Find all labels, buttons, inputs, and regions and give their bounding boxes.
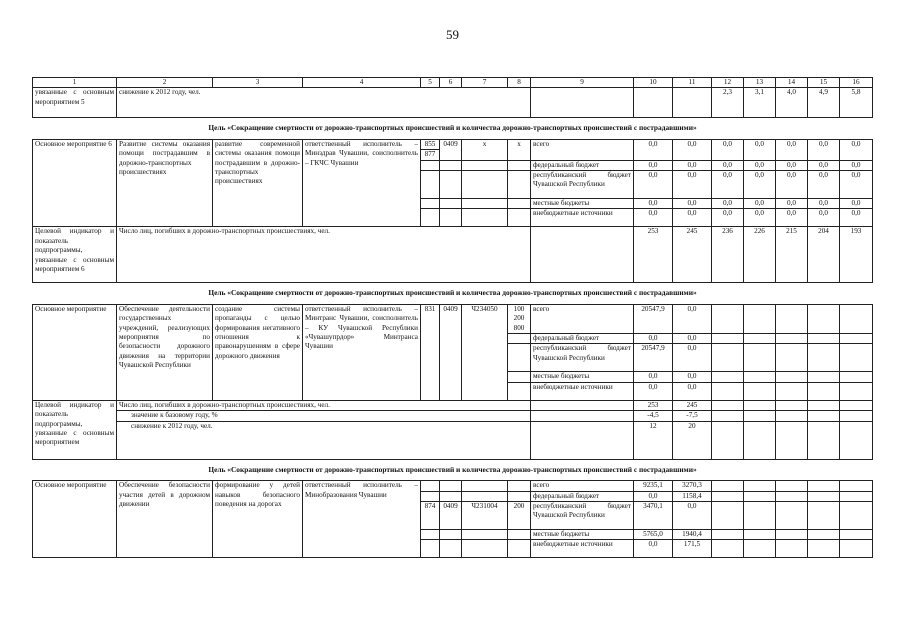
indicator-text: значение к базовому году, % xyxy=(117,411,531,421)
empty-cell xyxy=(440,209,462,227)
empty-cell xyxy=(712,491,744,501)
empty-cell xyxy=(421,171,440,199)
value-cell: 0,0 xyxy=(744,199,776,209)
table-row xyxy=(33,88,873,118)
empty-cell xyxy=(840,372,873,382)
empty-cell xyxy=(808,334,840,344)
value-cell: 0,0 xyxy=(673,382,712,400)
empty-cell xyxy=(508,540,531,558)
empty-cell xyxy=(744,540,776,558)
code-grbs: 831 xyxy=(421,305,440,401)
value-cell: 0,0 xyxy=(634,372,673,382)
empty-cell xyxy=(508,199,531,209)
empty-cell xyxy=(440,160,462,170)
col-num: 7 xyxy=(462,78,508,88)
expected-result: развитие современной системы оказания помощи пострадавшим в дорожно-транспортных происшествиях xyxy=(213,139,303,226)
source-label: республиканский бюджет Чувашской Республики xyxy=(531,344,634,372)
code-target: х xyxy=(462,139,508,160)
empty-cell xyxy=(421,529,440,539)
value-cell: 0,0 xyxy=(673,372,712,382)
value-cell: 0,0 xyxy=(673,171,712,199)
value-cell: 20547,9 xyxy=(634,305,673,334)
source-label: внебюджетные источники xyxy=(531,209,634,227)
col-num: 2 xyxy=(117,78,213,88)
empty-cell xyxy=(440,491,462,501)
empty-cell xyxy=(776,382,808,400)
value-cell: 0,0 xyxy=(840,160,873,170)
empty-cell xyxy=(776,305,808,334)
empty-cell xyxy=(508,209,531,227)
empty-cell xyxy=(840,305,873,334)
empty-cell xyxy=(840,529,873,539)
value-cell: 0,0 xyxy=(634,171,673,199)
empty-cell xyxy=(440,199,462,209)
indicator-label: увязанные с основным мероприятием 5 xyxy=(33,88,117,118)
value-cell: 0,0 xyxy=(776,209,808,227)
table-row xyxy=(33,400,873,410)
empty-cell xyxy=(808,411,840,421)
value-cell: 0,0 xyxy=(744,209,776,227)
value-cell: 0,0 xyxy=(808,171,840,199)
value-cell: 3470,1 xyxy=(634,501,673,529)
empty-cell xyxy=(440,171,462,199)
empty-cell xyxy=(808,372,840,382)
col-num: 13 xyxy=(744,78,776,88)
code-expense-item: 800 xyxy=(513,323,525,332)
value-cell: 0,0 xyxy=(634,540,673,558)
value-cell: 4,0 xyxy=(776,88,808,118)
source-label: внебюджетные источники xyxy=(531,382,634,400)
empty-cell xyxy=(712,305,744,334)
value-cell: 20 xyxy=(673,421,712,459)
table-row xyxy=(33,227,873,283)
value-cell: 20547,9 xyxy=(634,344,673,372)
source-label: федеральный бюджет xyxy=(531,334,634,344)
empty-cell xyxy=(462,199,508,209)
empty-cell xyxy=(840,411,873,421)
value-cell: 0,0 xyxy=(744,160,776,170)
value-cell: 0,0 xyxy=(712,160,744,170)
table-row xyxy=(33,411,873,421)
col-num: 15 xyxy=(808,78,840,88)
empty-cell xyxy=(776,400,808,410)
empty-cell xyxy=(776,334,808,344)
empty-cell xyxy=(421,199,440,209)
executor: ответственный исполнитель – Минтранс Чувашии, соисполнитель – КУ Чувашской Республики «Чувашупрдор» Минтранса Чувашии xyxy=(303,305,421,401)
empty-cell xyxy=(776,491,808,501)
code-expense xyxy=(508,305,531,334)
value-cell: 0,0 xyxy=(776,199,808,209)
value-cell: 0,0 xyxy=(673,160,712,170)
table-row xyxy=(33,139,873,149)
empty-cell xyxy=(744,411,776,421)
empty-cell xyxy=(776,372,808,382)
measure-name: Основное мероприятие xyxy=(33,481,117,558)
value-cell: 0,0 xyxy=(776,160,808,170)
source-label: республиканский бюджет Чувашской Республики xyxy=(531,501,634,529)
empty-cell xyxy=(508,372,531,382)
value-cell: -7,5 xyxy=(673,411,712,421)
empty-cell xyxy=(440,529,462,539)
empty-cell xyxy=(744,344,776,372)
value-cell: 0,0 xyxy=(744,171,776,199)
empty-cell xyxy=(712,411,744,421)
measure-name: Основное мероприятие 6 xyxy=(33,139,117,226)
page-number: 59 xyxy=(446,27,459,42)
value-cell: 0,0 xyxy=(634,209,673,227)
code-section: 0409 xyxy=(440,501,462,529)
value-cell: 0,0 xyxy=(634,160,673,170)
empty-cell xyxy=(634,88,673,118)
empty-cell xyxy=(744,501,776,529)
value-cell: 1940,4 xyxy=(673,529,712,539)
indicator-text: снижение к 2012 году, чел. xyxy=(117,421,531,459)
value-cell: 0,0 xyxy=(634,139,673,160)
value-cell: 215 xyxy=(776,227,808,283)
empty-cell xyxy=(776,529,808,539)
code-target: Ч234050 xyxy=(462,305,508,401)
empty-cell xyxy=(808,400,840,410)
value-cell: 245 xyxy=(673,227,712,283)
value-cell: 0,0 xyxy=(776,171,808,199)
empty-cell xyxy=(462,481,508,491)
col-num: 9 xyxy=(531,78,634,88)
value-cell: 0,0 xyxy=(634,382,673,400)
value-cell: 0,0 xyxy=(712,171,744,199)
value-cell: 0,0 xyxy=(808,139,840,160)
value-cell: 0,0 xyxy=(808,160,840,170)
empty-cell xyxy=(462,160,508,170)
empty-cell xyxy=(744,382,776,400)
code-target: Ч231004 xyxy=(462,501,508,529)
empty-cell xyxy=(421,160,440,170)
empty-cell xyxy=(840,481,873,491)
col-num: 12 xyxy=(712,78,744,88)
value-cell: 0,0 xyxy=(712,199,744,209)
empty-cell xyxy=(808,491,840,501)
empty-cell xyxy=(776,481,808,491)
empty-cell xyxy=(840,491,873,501)
indicator-text: Число лиц, погибших в дорожно-транспортных происшествиях, чел. xyxy=(117,400,531,410)
code-section: 0409 xyxy=(440,305,462,401)
value-cell: 0,0 xyxy=(673,501,712,529)
col-num: 6 xyxy=(440,78,462,88)
code-grbs: 874 xyxy=(421,501,440,529)
empty-cell xyxy=(531,400,634,410)
empty-cell xyxy=(421,481,440,491)
table-row xyxy=(33,481,873,491)
expected-result: создание системы пропаганды с целью формирования негативного отношения к правонарушениям в сфере дорожного движения xyxy=(213,305,303,401)
value-cell: 0,0 xyxy=(744,139,776,160)
indicator-label: Целевой индикатор и показатель подпрограммы, увязанные с основным мероприятием xyxy=(33,400,117,459)
empty-cell xyxy=(776,421,808,459)
source-label: республиканский бюджет Чувашской Республики xyxy=(531,171,634,199)
empty-cell xyxy=(712,540,744,558)
indicator-label: Целевой индикатор и показатель подпрограммы, увязанные с основным мероприятием 6 xyxy=(33,227,117,283)
empty-cell xyxy=(508,529,531,539)
value-cell: 3,1 xyxy=(744,88,776,118)
empty-cell xyxy=(712,382,744,400)
empty-cell xyxy=(508,382,531,400)
goal-title: Цель «Сокращение смертности от дорожно-транспортных происшествий и количества дорожно-транспортных происшествий с пострадавшими» xyxy=(208,464,697,474)
empty-cell xyxy=(840,400,873,410)
col-num: 10 xyxy=(634,78,673,88)
value-cell: 0,0 xyxy=(808,209,840,227)
value-cell: 12 xyxy=(634,421,673,459)
value-cell: 9235,1 xyxy=(634,481,673,491)
code-expense-item: 100 xyxy=(513,305,525,314)
empty-cell xyxy=(421,491,440,501)
empty-cell xyxy=(744,400,776,410)
empty-cell xyxy=(840,382,873,400)
value-cell: 0,0 xyxy=(634,491,673,501)
value-cell: 171,5 xyxy=(673,540,712,558)
source-label: всего xyxy=(531,139,634,160)
value-cell: 0,0 xyxy=(840,209,873,227)
value-cell: 0,0 xyxy=(840,139,873,160)
empty-cell xyxy=(840,421,873,459)
empty-cell xyxy=(462,209,508,227)
goal-title: Цель «Сокращение смертности от дорожно-транспортных происшествий и количества дорожно-транспортных происшествий с пострадавшими» xyxy=(208,123,697,133)
code-expense: х xyxy=(508,139,531,160)
value-cell: 1158,4 xyxy=(673,491,712,501)
value-cell: 0,0 xyxy=(673,334,712,344)
indicator-text: Число лиц, погибших в дорожно-транспортных происшествиях, чел. xyxy=(117,227,531,283)
empty-cell xyxy=(531,88,634,118)
value-cell: 245 xyxy=(673,400,712,410)
empty-cell xyxy=(440,481,462,491)
value-cell: 236 xyxy=(712,227,744,283)
col-num: 11 xyxy=(673,78,712,88)
value-cell: 0,0 xyxy=(673,305,712,334)
code-expense: 200 xyxy=(508,501,531,529)
column-number-row xyxy=(33,78,873,88)
empty-cell xyxy=(840,540,873,558)
empty-cell xyxy=(840,501,873,529)
executor: ответственный исполнитель – Минздрав Чувашии, соисполнитель – ГКЧС Чувашии xyxy=(303,139,421,226)
value-cell: 0,0 xyxy=(776,139,808,160)
value-cell: 0,0 xyxy=(840,171,873,199)
empty-cell xyxy=(744,529,776,539)
col-num: 16 xyxy=(840,78,873,88)
source-label: местные бюджеты xyxy=(531,199,634,209)
table-row xyxy=(33,421,873,459)
empty-cell xyxy=(776,540,808,558)
empty-cell xyxy=(712,501,744,529)
measure-name: Основное мероприятие xyxy=(33,305,117,401)
code-grbs: 855 xyxy=(421,139,440,149)
value-cell: 3270,3 xyxy=(673,481,712,491)
source-label: всего xyxy=(531,305,634,334)
col-num: 14 xyxy=(776,78,808,88)
source-label: всего xyxy=(531,481,634,491)
empty-cell xyxy=(808,421,840,459)
source-label: федеральный бюджет xyxy=(531,491,634,501)
empty-cell xyxy=(508,481,531,491)
measure-description: Обеспечение безопасности участия детей в дорожном движении xyxy=(117,481,213,558)
empty-cell xyxy=(440,540,462,558)
empty-cell xyxy=(531,227,634,283)
measure-description: Развитие системы оказания помощи пострадавшим в дорожно-транспортных происшествиях xyxy=(117,139,213,226)
empty-cell xyxy=(776,501,808,529)
empty-cell xyxy=(508,491,531,501)
value-cell: 5765,0 xyxy=(634,529,673,539)
empty-cell xyxy=(744,481,776,491)
source-label: федеральный бюджет xyxy=(531,160,634,170)
col-num: 3 xyxy=(213,78,303,88)
empty-cell xyxy=(744,305,776,334)
source-label: местные бюджеты xyxy=(531,372,634,382)
executor: ответственный исполнитель – Минобразования Чувашии xyxy=(303,481,421,558)
empty-cell xyxy=(712,344,744,372)
empty-cell xyxy=(531,421,634,459)
value-cell: 226 xyxy=(744,227,776,283)
empty-cell xyxy=(712,334,744,344)
value-cell: 0,0 xyxy=(634,199,673,209)
code-expense-item: 200 xyxy=(513,314,525,323)
empty-cell xyxy=(840,344,873,372)
expected-result: формирование у детей навыков безопасного поведения на дорогах xyxy=(213,481,303,558)
goal-row xyxy=(33,118,873,140)
value-cell: 0,0 xyxy=(673,209,712,227)
empty-cell xyxy=(462,171,508,199)
goal-title: Цель «Сокращение смертности от дорожно-транспортных происшествий и количества дорожно-транспортных происшествий с пострадавшими» xyxy=(208,288,697,298)
empty-cell xyxy=(462,540,508,558)
empty-cell xyxy=(808,529,840,539)
empty-cell xyxy=(421,209,440,227)
empty-cell xyxy=(840,334,873,344)
empty-cell xyxy=(808,501,840,529)
code-grbs: 877 xyxy=(421,150,440,160)
empty-cell xyxy=(744,491,776,501)
code-section: 0409 xyxy=(440,139,462,160)
value-cell: 0,0 xyxy=(808,199,840,209)
value-cell: 0,0 xyxy=(673,344,712,372)
value-cell: 204 xyxy=(808,227,840,283)
empty-cell xyxy=(673,88,712,118)
empty-cell xyxy=(744,372,776,382)
empty-cell xyxy=(808,481,840,491)
source-label: местные бюджеты xyxy=(531,529,634,539)
empty-cell xyxy=(462,529,508,539)
empty-cell xyxy=(531,411,634,421)
empty-cell xyxy=(776,344,808,372)
measure-description: Обеспечение деятельности государственных учреждений, реализующих мероприятия по безопасности дорожного движения на территории Чувашской Республики xyxy=(117,305,213,401)
value-cell: 4,9 xyxy=(808,88,840,118)
indicator-text: снижение к 2012 году, чел. xyxy=(117,88,531,118)
value-cell: 0,0 xyxy=(673,139,712,160)
empty-cell xyxy=(776,411,808,421)
value-cell: 0,0 xyxy=(712,209,744,227)
empty-cell xyxy=(808,382,840,400)
empty-cell xyxy=(462,491,508,501)
empty-cell xyxy=(508,160,531,170)
empty-cell xyxy=(712,421,744,459)
empty-cell xyxy=(744,334,776,344)
value-cell: 253 xyxy=(634,400,673,410)
empty-cell xyxy=(808,344,840,372)
value-cell: 2,3 xyxy=(712,88,744,118)
program-table xyxy=(32,77,873,558)
empty-cell xyxy=(508,171,531,199)
value-cell: 253 xyxy=(634,227,673,283)
col-num: 4 xyxy=(303,78,421,88)
empty-cell xyxy=(508,334,531,344)
empty-cell xyxy=(744,421,776,459)
empty-cell xyxy=(712,481,744,491)
value-cell: 0,0 xyxy=(712,139,744,160)
goal-row xyxy=(33,283,873,305)
table-row xyxy=(33,305,873,334)
value-cell: 0,0 xyxy=(634,334,673,344)
empty-cell xyxy=(712,529,744,539)
value-cell: 5,8 xyxy=(840,88,873,118)
col-num: 8 xyxy=(508,78,531,88)
empty-cell xyxy=(712,372,744,382)
value-cell: 0,0 xyxy=(840,199,873,209)
empty-cell xyxy=(421,540,440,558)
value-cell: -4,5 xyxy=(634,411,673,421)
col-num: 5 xyxy=(421,78,440,88)
empty-cell xyxy=(808,540,840,558)
col-num: 1 xyxy=(33,78,117,88)
empty-cell xyxy=(808,305,840,334)
source-label: внебюджетные источники xyxy=(531,540,634,558)
empty-cell xyxy=(508,344,531,372)
value-cell: 193 xyxy=(840,227,873,283)
empty-cell xyxy=(712,400,744,410)
goal-row xyxy=(33,459,873,481)
value-cell: 0,0 xyxy=(673,199,712,209)
